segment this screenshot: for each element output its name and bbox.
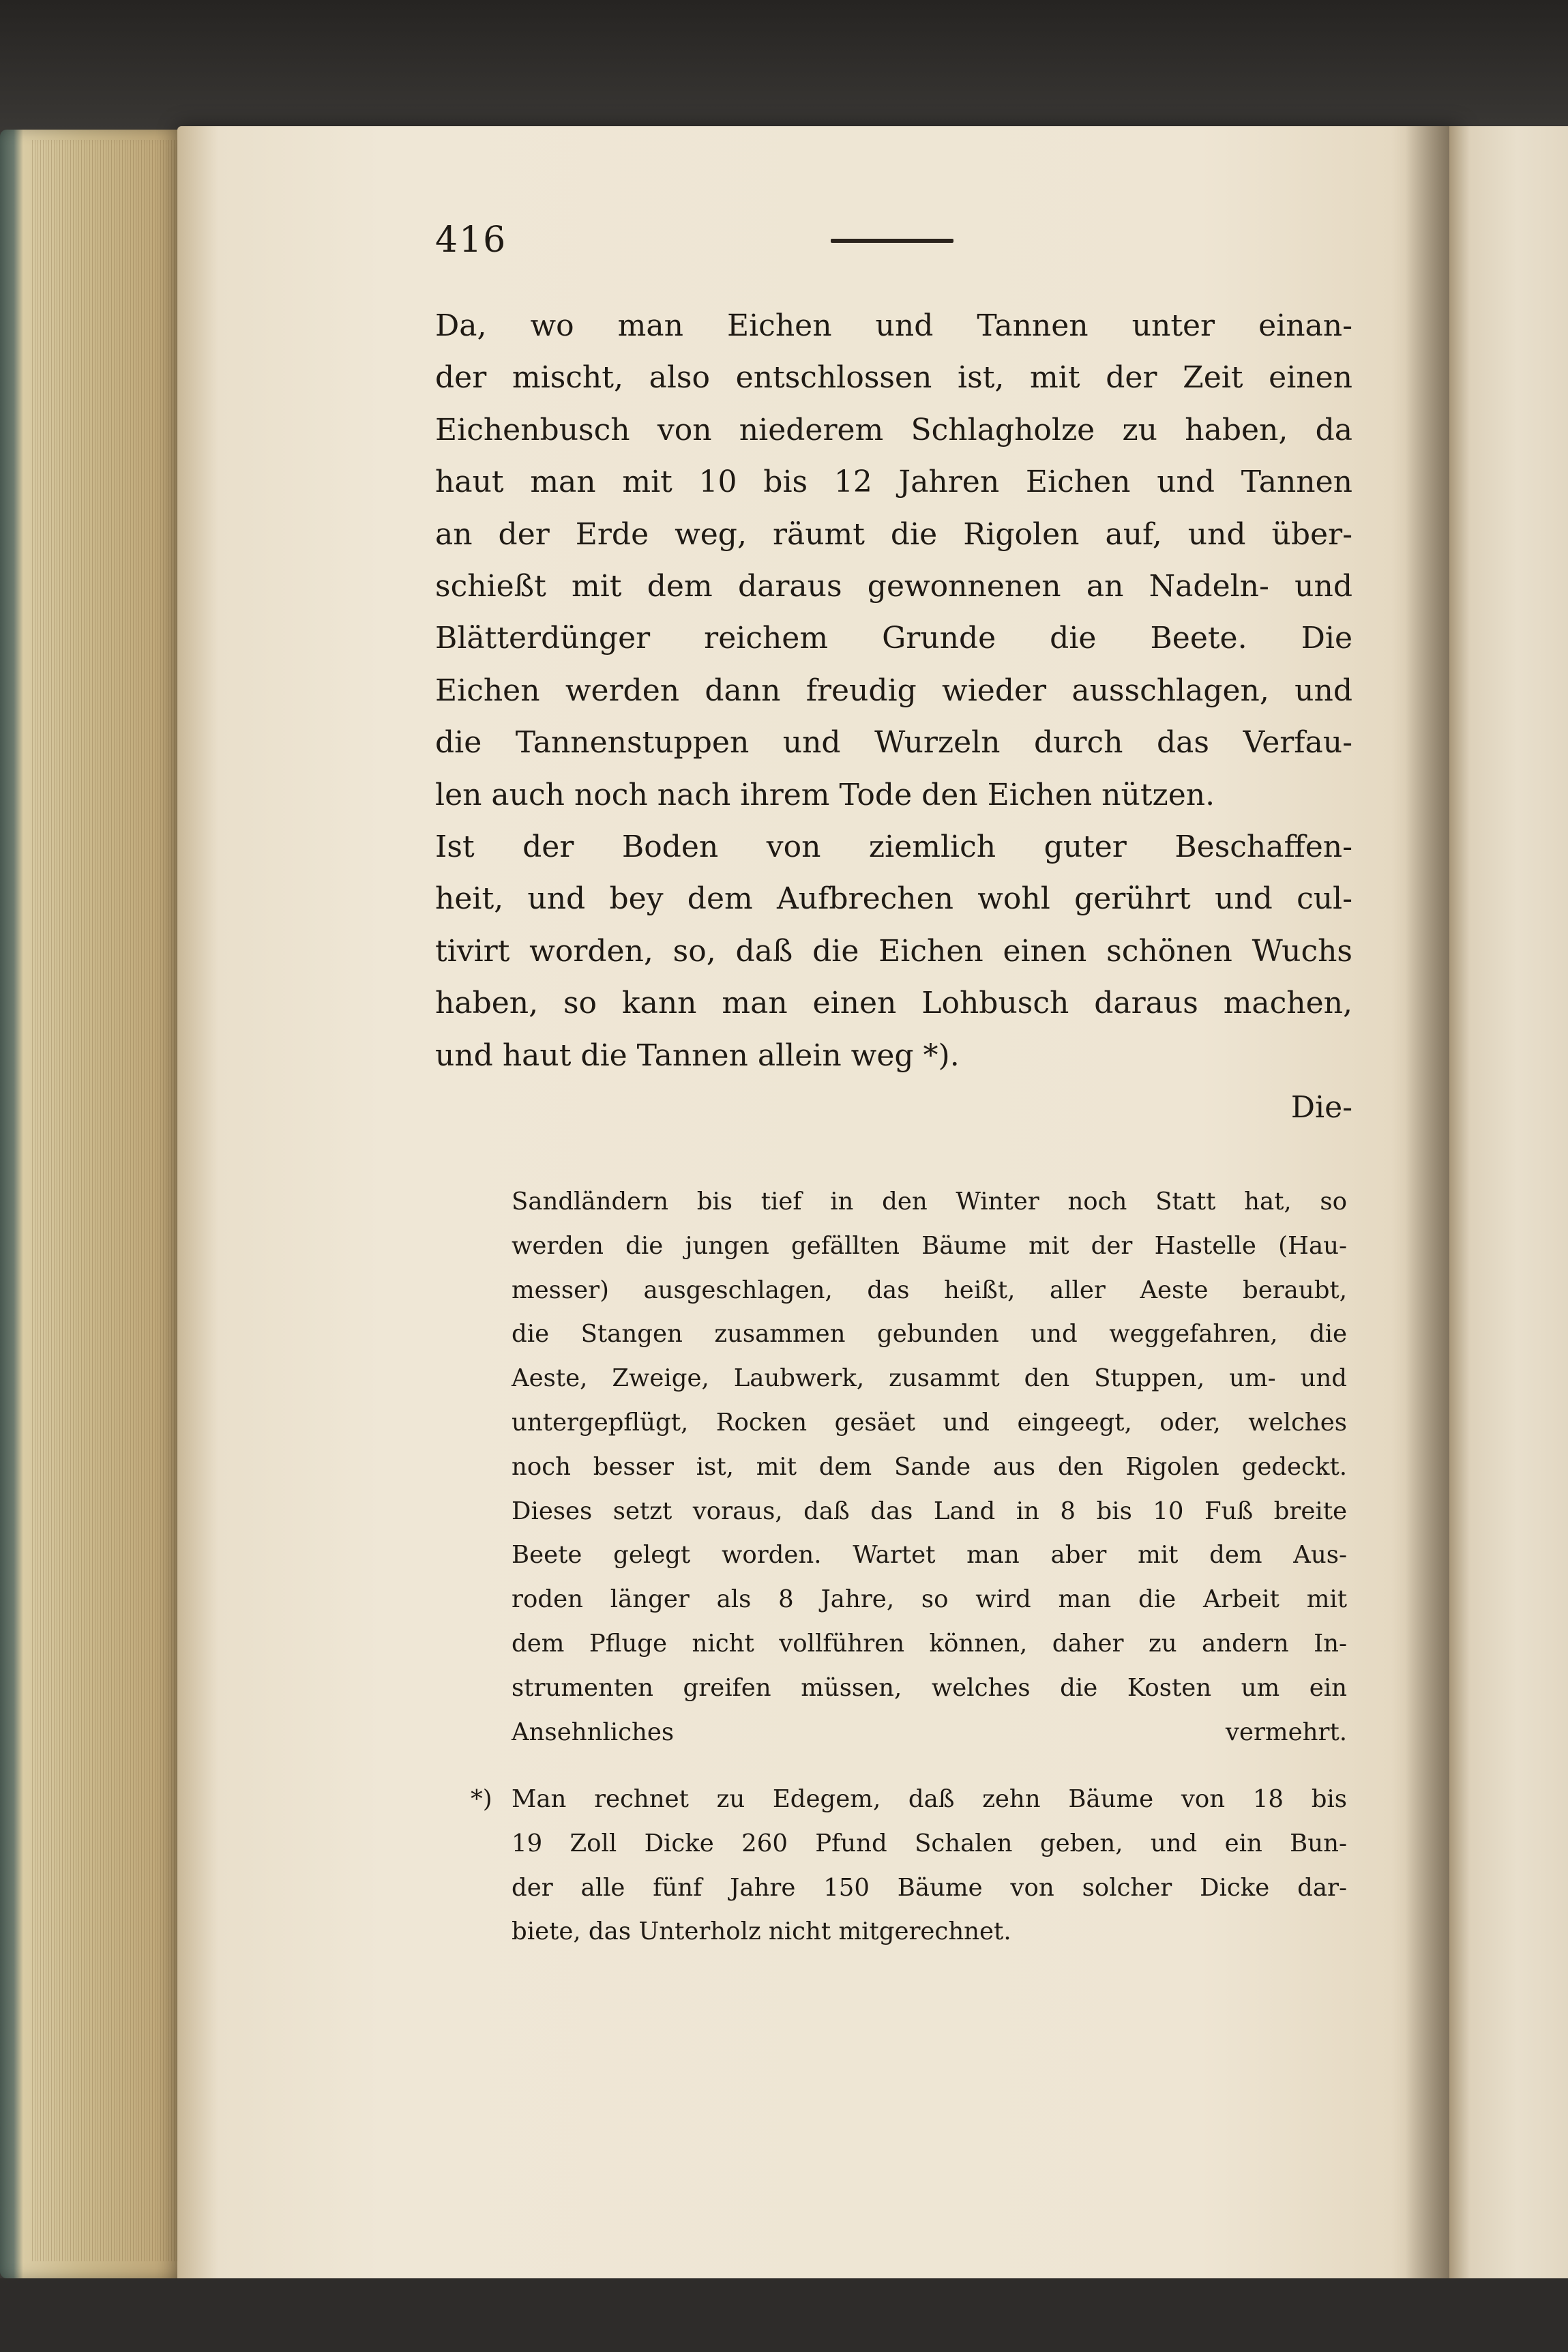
- footnote-line: Aeste, Zweige, Laubwerk, zusammt den Stuppen, um- und: [512, 1364, 1347, 1393]
- scan-background-top: [0, 0, 1568, 143]
- page-number: 416: [435, 220, 507, 261]
- main-line: die Tannenstuppen und Wurzeln durch das Verfau-: [435, 725, 1352, 761]
- main-line: Ist der Boden von ziemlich guter Beschaffen-: [435, 829, 1352, 865]
- main-line: schießt mit dem daraus gewonnenen an Nadeln- und: [435, 569, 1352, 604]
- main-line: Eichen werden dann freudig wieder ausschlagen, und: [435, 673, 1352, 708]
- main-text: [435, 300, 1352, 1134]
- header-rule: [831, 239, 953, 243]
- right-page-edge: [1449, 126, 1568, 2292]
- footnote-line: noch besser ist, mit dem Sande aus den Rigolen gedeckt.: [512, 1452, 1347, 1481]
- main-line: len auch noch nach ihrem Tode den Eichen nützen.: [435, 777, 1215, 812]
- footnote-marker: *): [471, 1785, 492, 1813]
- footnote-line: Beete gelegt worden. Wartet man aber mit dem Aus-: [512, 1541, 1347, 1570]
- main-line: an der Erde weg, räumt die Rigolen auf, und über-: [435, 516, 1352, 552]
- main-line: und haut die Tannen allein weg *).: [435, 1038, 960, 1073]
- scan-background-bottom: [0, 2278, 1568, 2352]
- main-line: Eichenbusch von niederem Schlagholze zu haben, da: [435, 412, 1352, 447]
- gutter-shadow: [1405, 126, 1453, 2292]
- footnote-continuation: [512, 1180, 1347, 1754]
- catchword: Die-: [1290, 1090, 1352, 1126]
- footnote-line: Man rechnet zu Edegem, daß zehn Bäume von 18 bis: [512, 1785, 1347, 1813]
- footnote-line: der alle fünf Jahre 150 Bäume von solcher Dicke dar-: [512, 1873, 1347, 1902]
- footnote-line: werden die jungen gefällten Bäume mit der Hastelle (Hau-: [512, 1231, 1347, 1260]
- footnote-line: messer) ausgeschlagen, das heißt, aller Aeste beraubt,: [512, 1276, 1347, 1304]
- main-line: haben, so kann man einen Lohbusch daraus machen,: [435, 986, 1352, 1021]
- footnote-line: biete, das Unterholz nicht mitgerechnet.: [512, 1917, 1011, 1946]
- footnote-line: Dieses setzt voraus, daß das Land in 8 bis 10 Fuß breite: [512, 1497, 1347, 1525]
- footnote-line: die Stangen zusammen gebunden und weggefahren, die: [512, 1320, 1347, 1349]
- main-line: tivirt worden, so, daß die Eichen einen schönen Wuchs: [435, 933, 1352, 969]
- footnote-line: 19 Zoll Dicke 260 Pfund Schalen geben, und ein Bun-: [512, 1829, 1347, 1857]
- main-line: der mischt, also entschlossen ist, mit der Zeit einen: [435, 360, 1352, 396]
- main-line: heit, und bey dem Aufbrechen wohl gerührt und cul-: [435, 881, 1352, 917]
- footnote-line: dem Pfluge nicht vollführen können, daher zu andern In-: [512, 1629, 1347, 1658]
- footnote-line: untergepflügt, Rocken gesäet und eingeegt, oder, welches: [512, 1408, 1347, 1437]
- footnote-line: Sandländern bis tief in den Winter noch Statt hat, so: [512, 1188, 1347, 1216]
- main-line: Blätterdünger reichem Grunde die Beete. Die: [435, 621, 1352, 656]
- footnote-line: Ansehnliches vermehrt.: [512, 1718, 1347, 1746]
- footnote-line: strumenten greifen müssen, welches die Kosten um ein: [512, 1673, 1347, 1702]
- main-line: Da, wo man Eichen und Tannen unter einan-: [435, 308, 1352, 343]
- page-edges: [30, 140, 194, 2261]
- main-line: haut man mit 10 bis 12 Jahren Eichen und Tannen: [435, 465, 1352, 500]
- footnote-line: roden länger als 8 Jahre, so wird man die Arbeit mit: [512, 1585, 1347, 1614]
